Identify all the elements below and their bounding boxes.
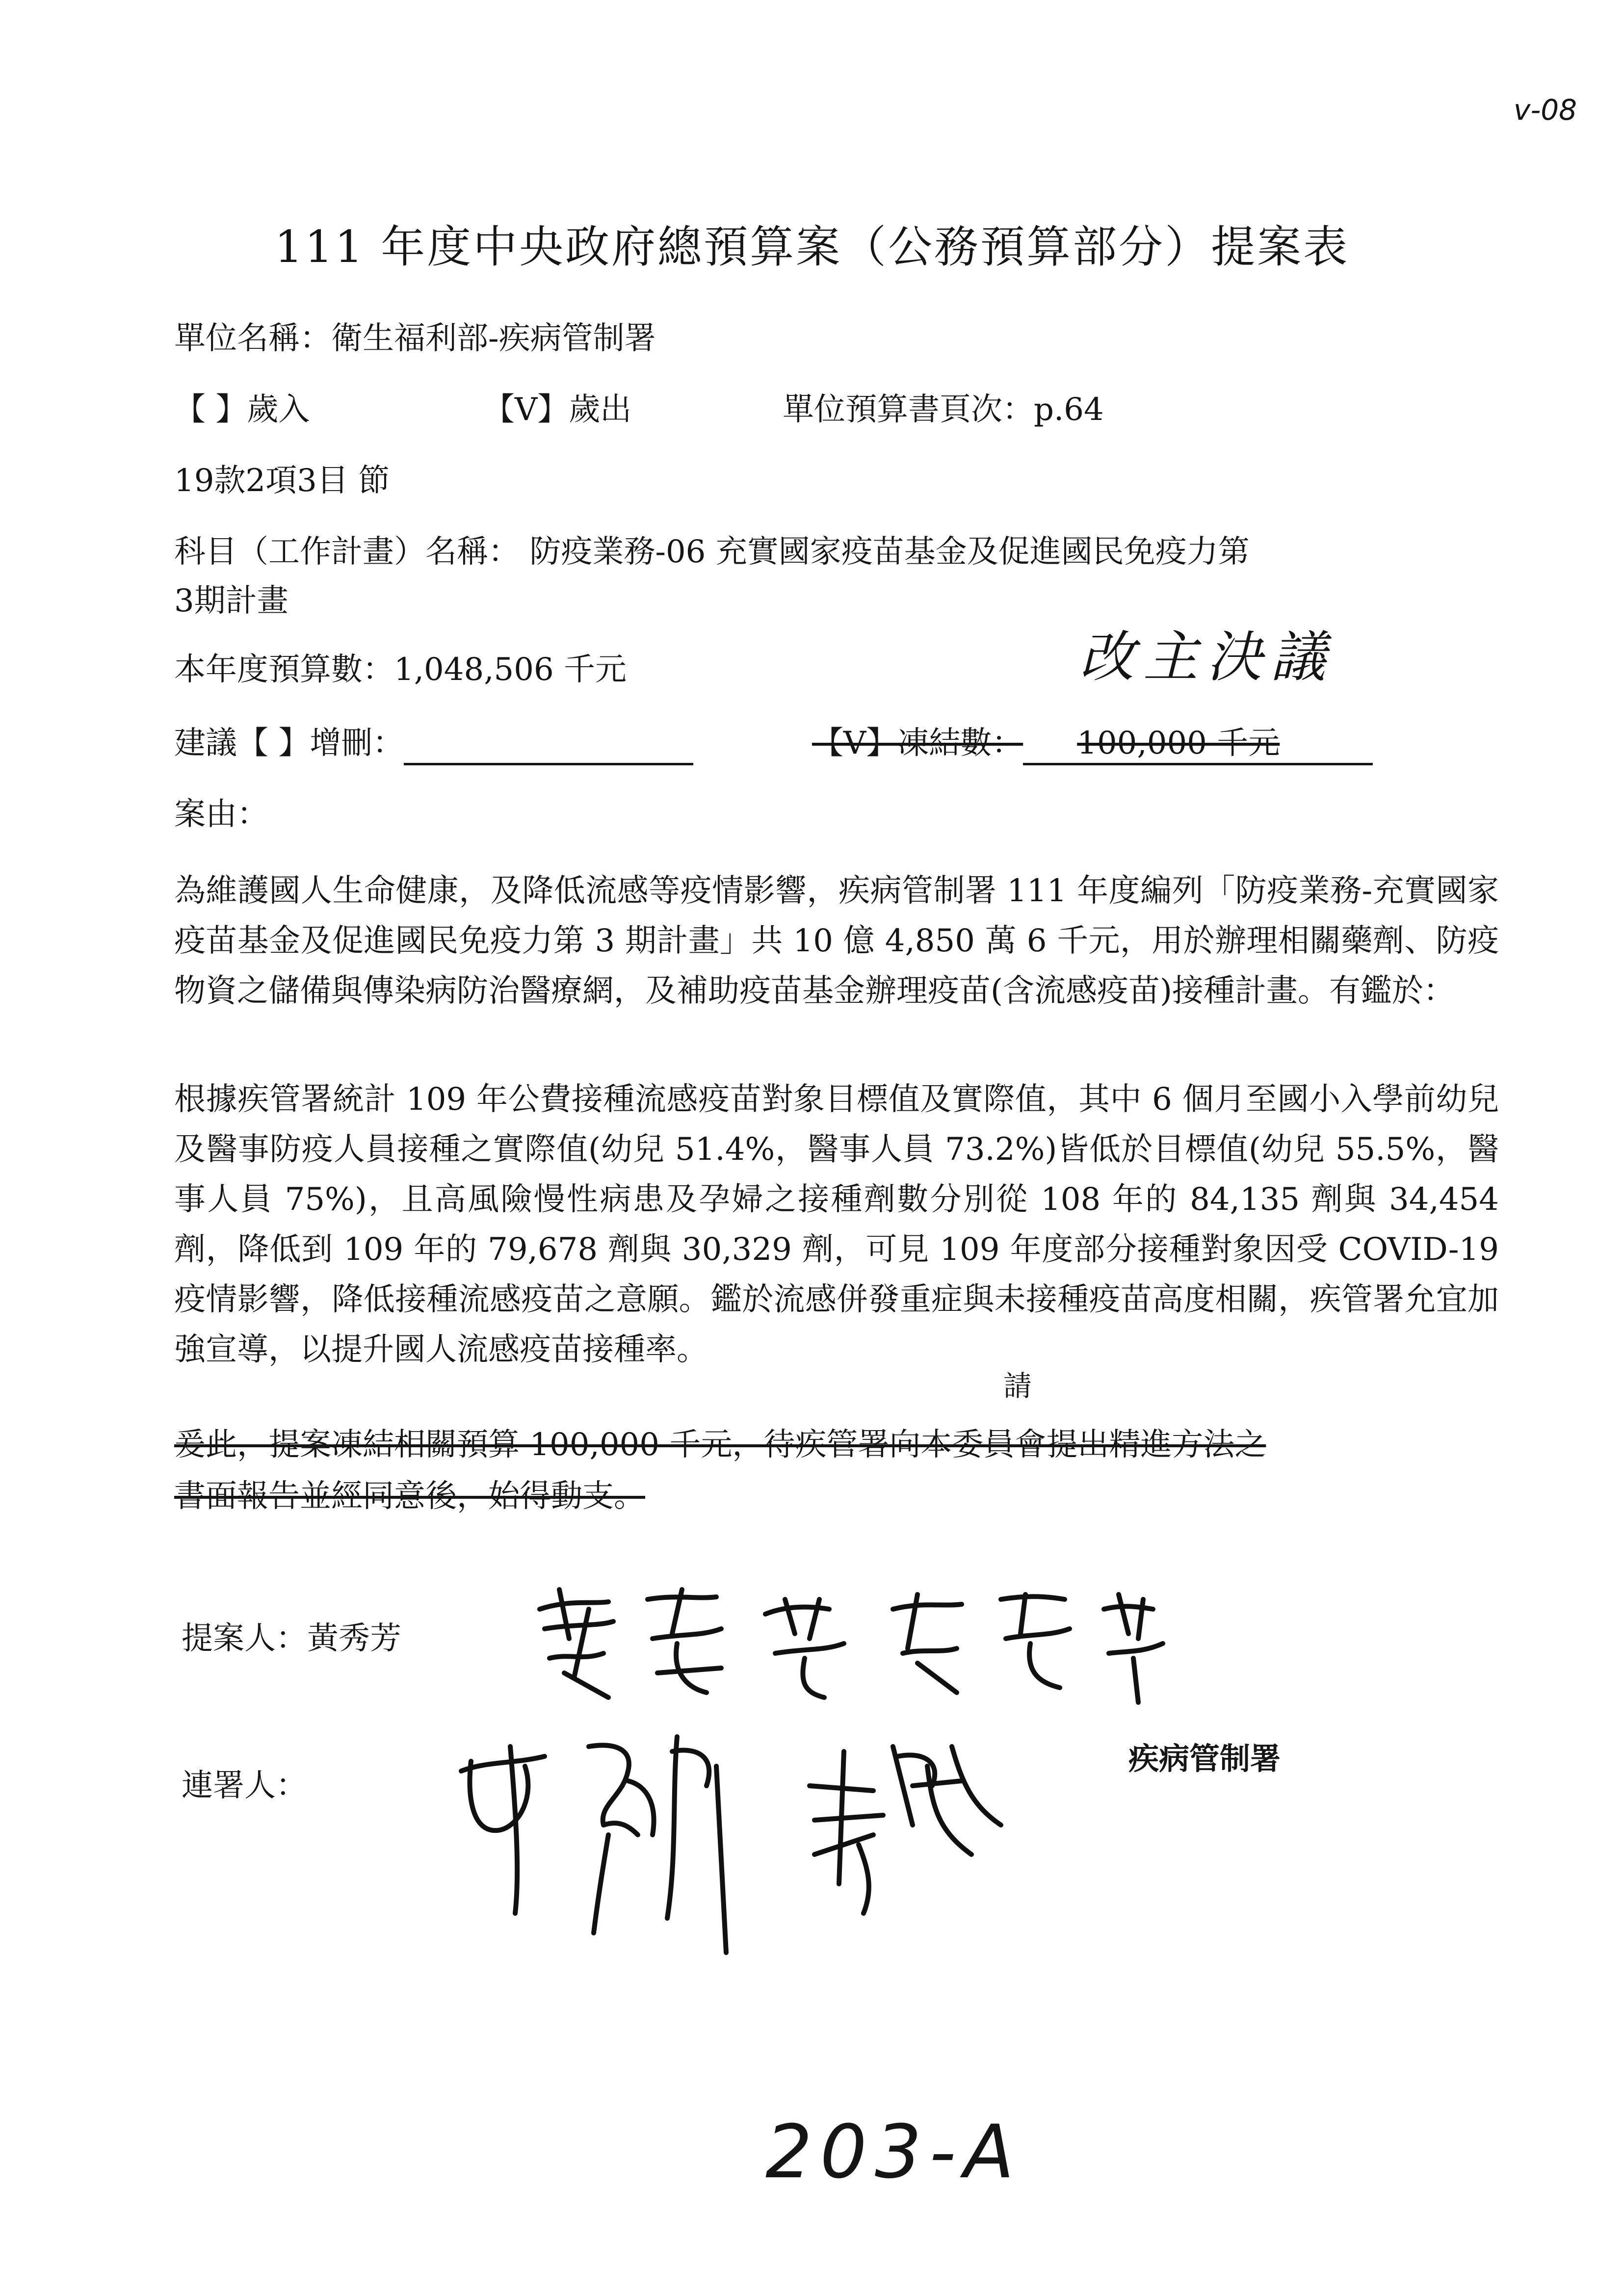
increase-decrease-blank <box>404 724 693 765</box>
unit-name: 單位名稱：衛生福利部-疾病管制署 <box>174 320 656 357</box>
budget-section: 19款2項3目 節 <box>174 463 390 499</box>
subject-line-1: 科目（工作計畫）名稱： 防疫業務-06 充實國家疫苗基金及促進國民免疫力第 <box>174 534 1250 570</box>
freeze-amount: 100,000 千元 <box>1023 724 1299 765</box>
freeze-label: 【V】凍結數： <box>812 725 1023 761</box>
page-code: 203-A <box>765 2110 1022 2195</box>
subject-line-2: 3期計畫 <box>174 583 288 619</box>
handwritten-decision: 改主決議 <box>1079 626 1335 689</box>
insert-mark: 請 <box>1003 1369 1032 1403</box>
freeze-blank <box>1299 724 1373 765</box>
cosigner-signature <box>442 1707 1055 1962</box>
proposer-label: 提案人：黃秀芳 <box>182 1620 401 1657</box>
proposer-signature <box>530 1580 1168 1707</box>
struck-line-2: 書面報告並經同意後，始得動支。 <box>174 1478 645 1514</box>
proposal-line <box>174 724 693 765</box>
reason-label: 案由： <box>174 796 268 833</box>
cosigner-label: 連署人： <box>182 1768 307 1804</box>
reason-paragraph-2: 根據疾管署統計 109 年公費接種流感疫苗對象目標值及實際值，其中 6 個月至國小入學前幼兒及醫事防疫人員接種之實際值(幼兒 51.4%，醫事人員 73.2%)皆低於目標值(幼兒 55.5%，醫事人員 75%)，且高風險慢性病患及孕婦之接種劑數分別從 108 年的 84,135 劑與 34,454 劑，降低到 109 年的 79,678 劑與 30,329 劑，可見 109 年度部分接種對象因受 COVID-19 疫情影響，降低接種流感疫苗之意願。鑑於流感併發重症與未接種疫苗高度相關，疾管署允宜加強宣導，以提升國人流感疫苗接種率。 <box>174 1081 1499 1368</box>
increase-decrease-label: 建議【 】增刪： <box>174 725 404 761</box>
freeze-line <box>812 724 1373 765</box>
income-checkbox: 【 】歲入 <box>174 391 310 428</box>
corner-handwritten-mark: v-08 <box>1514 93 1577 127</box>
expense-checkbox: 【V】歲出 <box>483 391 632 428</box>
agency-stamp: 疾病管制署 <box>1128 1741 1281 1776</box>
reason-paragraph-1: 為維護國人生命健康，及降低流感等疫情影響，疾病管制署 111 年度編列「防疫業務-充實國家疫苗基金及促進國民免疫力第 3 期計畫」共 10 億 4,850 萬 6 千元，用於辦理相關藥劑、防疫物資之儲備與傳染病防治醫療網，及補助疫苗基金辦理疫苗(含流感疫苗)接種計畫。有鑑於： <box>174 873 1499 1009</box>
budget-amount: 本年度預算數：1,048,506 千元 <box>174 652 627 688</box>
page-title: 111 年度中央政府總預算案（公務預算部分）提案表 <box>274 221 1350 273</box>
page-reference: 單位預算書頁次：p.64 <box>783 391 1104 428</box>
struck-line-1: 爰此，提案凍結相關預算 100,000 千元，待疾管署向本委員會提出精進方法之 <box>174 1427 1266 1463</box>
